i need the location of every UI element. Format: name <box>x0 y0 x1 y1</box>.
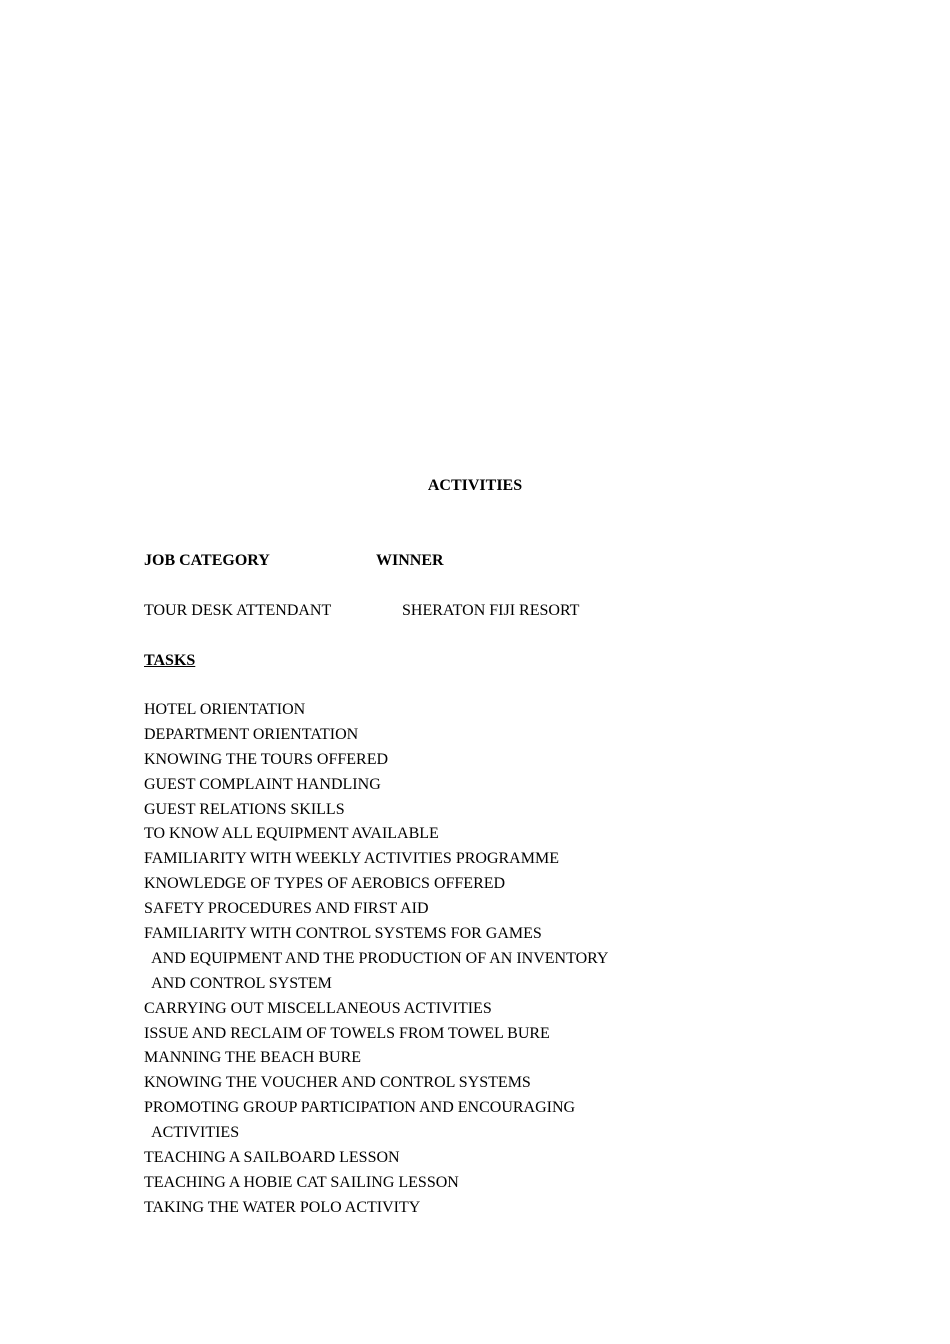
task-item: KNOWING THE TOURS OFFERED <box>144 750 389 768</box>
task-item-continuation: AND EQUIPMENT AND THE PRODUCTION OF AN INVENTORY <box>144 949 609 967</box>
job-category-header: JOB CATEGORY <box>144 552 274 569</box>
winner-header: WINNER <box>376 552 444 569</box>
task-item-continuation: ACTIVITIES <box>144 1124 240 1142</box>
task-item: TEACHING A SAILBOARD LESSON <box>144 1149 400 1167</box>
task-item: HOTEL ORIENTATION <box>144 701 306 718</box>
task-item: SAFETY PROCEDURES AND FIRST AID <box>144 900 429 918</box>
task-item-continuation: AND CONTROL SYSTEM <box>144 974 332 992</box>
task-item: TEACHING A HOBIE CAT SAILING LESSON <box>144 1173 459 1191</box>
task-item: FAMILIARITY WITH WEEKLY ACTIVITIES PROGRAMME <box>144 850 559 868</box>
task-item: TAKING THE WATER POLO ACTIVITY <box>144 1198 421 1216</box>
task-item: PROMOTING GROUP PARTICIPATION AND ENCOURAGING <box>144 1099 576 1117</box>
task-item: KNOWLEDGE OF TYPES OF AEROBICS OFFERED <box>144 875 506 893</box>
winner-value: SHERATON FIJI RESORT <box>402 602 580 619</box>
task-item: KNOWING THE VOUCHER AND CONTROL SYSTEMS <box>144 1074 531 1092</box>
task-item: GUEST RELATIONS SKILLS <box>144 800 345 818</box>
page-title: ACTIVITIES <box>427 477 523 494</box>
task-item: ISSUE AND RECLAIM OF TOWELS FROM TOWEL BURE <box>144 1024 550 1042</box>
tasks-list <box>144 700 608 1223</box>
task-item: GUEST COMPLAINT HANDLING <box>144 775 381 793</box>
task-item: CARRYING OUT MISCELLANEOUS ACTIVITIES <box>144 999 492 1017</box>
task-item: TO KNOW ALL EQUIPMENT AVAILABLE <box>144 825 439 843</box>
job-category-value: TOUR DESK ATTENDANT <box>144 602 332 619</box>
task-item: DEPARTMENT ORIENTATION <box>144 725 359 743</box>
task-item: FAMILIARITY WITH CONTROL SYSTEMS FOR GAMES <box>144 925 542 943</box>
tasks-heading: TASKS <box>144 652 196 669</box>
task-item: MANNING THE BEACH BURE <box>144 1049 362 1067</box>
